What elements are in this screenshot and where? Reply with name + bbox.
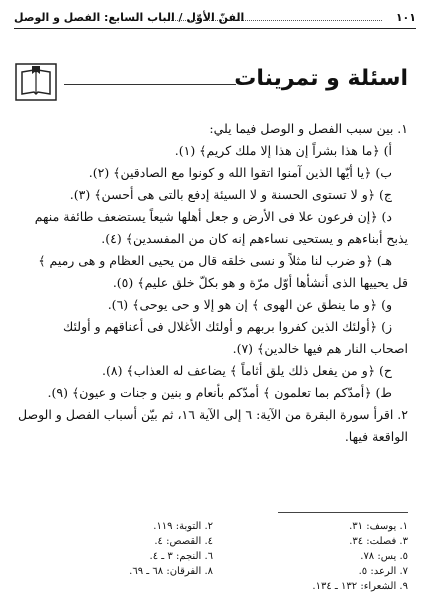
footnote: ١. يوسف: ٣١.	[349, 521, 408, 532]
footnote: ٨. الفرقان: ٦٨ ـ ٦٩.	[129, 566, 213, 577]
footnote: ٩. الشعراء: ١٣٢ ـ ١٣٤.	[312, 581, 408, 592]
footnote: ٢. التوبة: ١١٩.	[153, 521, 213, 532]
exercise-line: ط) ﴿أمدّكم بما تعلمون ﴾ أمدّكم بأنعام و بنين و جنات و عيون﴾ (٩).	[47, 385, 392, 400]
page-number: ١٠١	[395, 11, 416, 24]
footnote: ٣. فصلت: ٣٤.	[349, 536, 408, 547]
exercise-line: ٢. اقرأ سورة البقرة من الآية: ٦ إلى الآية ١٦، ثم بيّن أسباب الفصل و الوصل	[18, 407, 408, 422]
exercises-body	[18, 118, 408, 448]
footnote: ٧. الرعد: ٥.	[358, 566, 408, 577]
exercise-line: د) ﴿إن فرعون علا فى الأرض و جعل أهلها شيعاً يستضعف طائفة منهم	[34, 209, 392, 224]
exercise-line: ح) ﴿و من يفعل ذلك يلق أثاماً ﴾ يضاعف له العذاب﴾ (٨).	[102, 363, 392, 378]
exercise-line: الواقعة فيها.	[344, 429, 408, 444]
footnote: ٥. يس: ٧٨.	[360, 551, 408, 562]
exercise-line: يذبح أبناءهم و يستحيى نساءهم إنه كان من المفسدين﴾ (٤).	[101, 231, 408, 246]
exercise-line: قل يحييها الذى أنشأها أوّل مرّة و هو بكلّ خلق عليم﴾ (٥).	[112, 275, 408, 290]
section-title-rule	[64, 84, 236, 85]
exercise-line: ب) ﴿يا أيّها الذين آمنوا اتقوا الله و كونوا مع الصادقين﴾ (٢).	[88, 165, 392, 180]
footnote: ٦. النجم: ٣ ـ ٤.	[149, 551, 213, 562]
section-heading	[14, 62, 416, 106]
exercise-line: هـ) ﴿و ضرب لنا مثلاً و نسى خلقه قال من يحيى العظام و هى رميم ﴾	[38, 253, 392, 268]
running-chapter-title: الفنّ الأوّل / الباب السابع: الفصل و الوصل	[14, 11, 245, 24]
exercise-line: ز) ﴿أولئك الذين كفروا بربهم و أولئك الأغلال فى أعناقهم و أولئك	[63, 319, 392, 334]
exercise-line: ١. بين سبب الفصل و الوصل فيما يلي:	[209, 121, 408, 136]
exercise-line: اصحاب النار هم فيها خالدين﴾ (٧).	[232, 341, 408, 356]
exercise-line: ج) ﴿و لا تستوى الحسنة و لا السيئة إدفع بالتى هى أحسن﴾ (٣).	[69, 187, 392, 202]
footnotes	[18, 512, 408, 594]
footnote-rule	[278, 512, 408, 513]
book-icon	[14, 62, 58, 102]
exercise-line: و) ﴿و ما ينطق عن الهوى ﴾ إن هو إلا و حى يوحى﴾ (٦).	[107, 297, 392, 312]
exercise-line: أ) ﴿ما هذا بشراً إن هذا إلا ملك كريم﴾ (١).	[174, 143, 392, 158]
footnote: ٤. القصص: ٤.	[154, 536, 213, 547]
page-header	[14, 6, 416, 29]
section-title: اسئلة و تمرينات	[234, 66, 408, 91]
